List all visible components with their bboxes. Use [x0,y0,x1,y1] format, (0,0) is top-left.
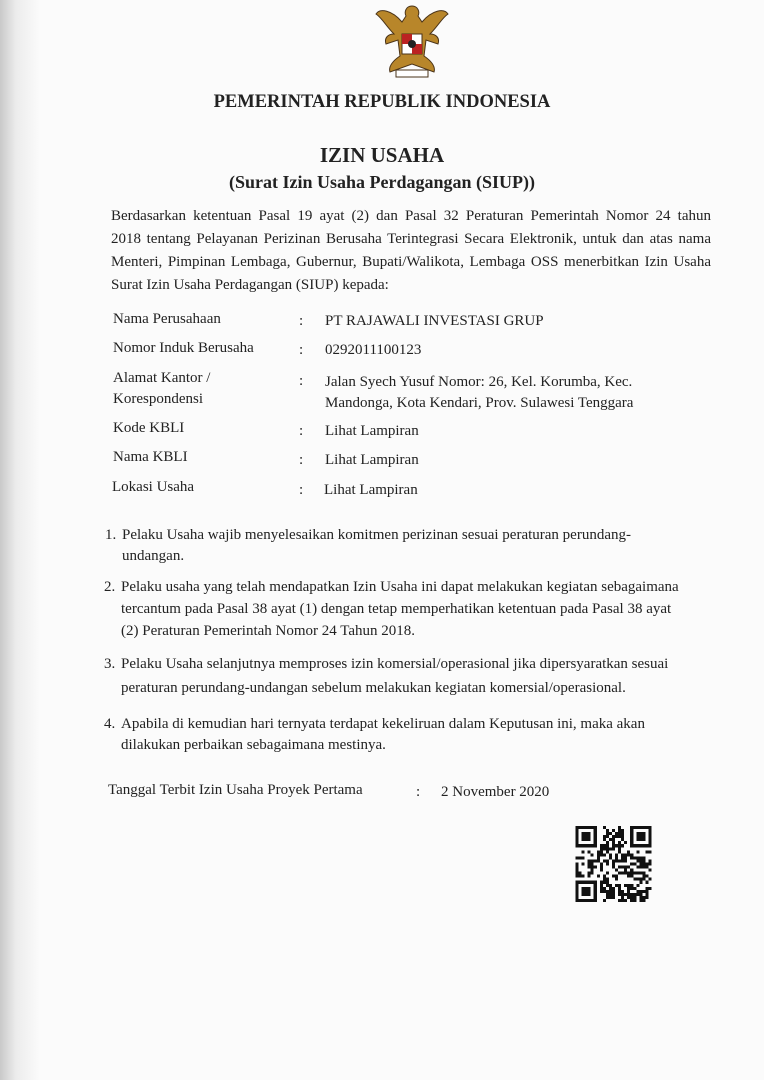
intro-line: 2018 tentang Pelayanan Perizinan Berusaha Terintegrasi Secara Elektronik, untuk dan atas nama [111,231,711,247]
field-label: Nama KBLI [113,449,188,465]
item-number: 3. [104,656,116,672]
item-number: 4. [104,716,116,732]
field-value: 0292011100123 [325,342,422,358]
field-value: Lihat Lampiran [324,482,418,498]
item-number: 1. [105,527,117,543]
intro-line: Berdasarkan ketentuan Pasal 19 ayat (2) dan Pasal 32 Peraturan Pemerintah Nomor 24 tahun [111,208,711,224]
field-separator: : [299,452,304,468]
item-line: tercantum pada Pasal 38 ayat (1) dengan tetap memperhatikan ketentuan pada Pasal 38 ayat [121,601,672,617]
field-label: Kode KBLI [113,420,185,436]
intro-line: Surat Izin Usaha Perdagangan (SIUP) kepada: [111,277,389,293]
item-line: dilakukan perbaikan sebagaimana mestinya. [121,737,386,753]
document-title: IZIN USAHA [319,143,445,167]
item-line: (2) Peraturan Pemerintah Nomor 24 Tahun 2018. [121,623,416,639]
field-label: Alamat Kantor / [113,370,211,386]
item-line: Apabila di kemudian hari ternyata terdapat kekeliruan dalam Keputusan ini, maka akan [121,716,645,732]
field-value: Lihat Lampiran [325,452,419,468]
item-line: Pelaku usaha yang telah mendapatkan Izin Usaha ini dapat melakukan kegiatan sebagaimana [121,579,679,595]
garuda-emblem-icon [372,0,452,82]
field-separator: : [299,423,304,439]
item-line: Pelaku Usaha selanjutnya memproses izin komersial/operasional jika dipersyaratkan sesuai [121,656,669,672]
document-subtitle: (Surat Izin Usaha Perdagangan (SIUP)) [228,172,536,192]
item-line: undangan. [122,548,185,564]
issue-date-value: 2 November 2020 [441,784,550,800]
issue-date-label: Tanggal Terbit Izin Usaha Proyek Pertama [108,782,363,798]
field-value: PT RAJAWALI INVESTASI GRUP [325,313,544,329]
field-separator: : [299,313,304,329]
field-value: Jalan Syech Yusuf Nomor: 26, Kel. Korumba, Kec. [325,374,633,390]
field-value: Mandonga, Kota Kendari, Prov. Sulawesi Tenggara [325,395,634,411]
field-label: Korespondensi [113,391,203,407]
field-value: Lihat Lampiran [325,423,419,439]
government-heading: PEMERINTAH REPUBLIK INDONESIA [213,92,551,112]
field-separator: : [299,373,304,389]
item-number: 2. [104,579,116,595]
field-label: Nama Perusahaan [113,311,221,327]
field-label: Lokasi Usaha [112,479,195,495]
intro-line: Menteri, Pimpinan Lembaga, Gubernur, Bupati/Walikota, Lembaga OSS menerbitkan Izin Usaha [111,254,711,270]
item-line: Pelaku Usaha wajib menyelesaikan komitmen perizinan sesuai peraturan perundang- [122,527,631,543]
field-separator: : [299,342,304,358]
qr-code [575,826,652,902]
item-line: peraturan perundang-undangan sebelum melakukan kegiatan komersial/operasional. [121,680,626,696]
field-separator: : [299,482,304,498]
field-label: Nomor Induk Berusaha [113,340,254,356]
issue-date-separator: : [416,784,421,800]
